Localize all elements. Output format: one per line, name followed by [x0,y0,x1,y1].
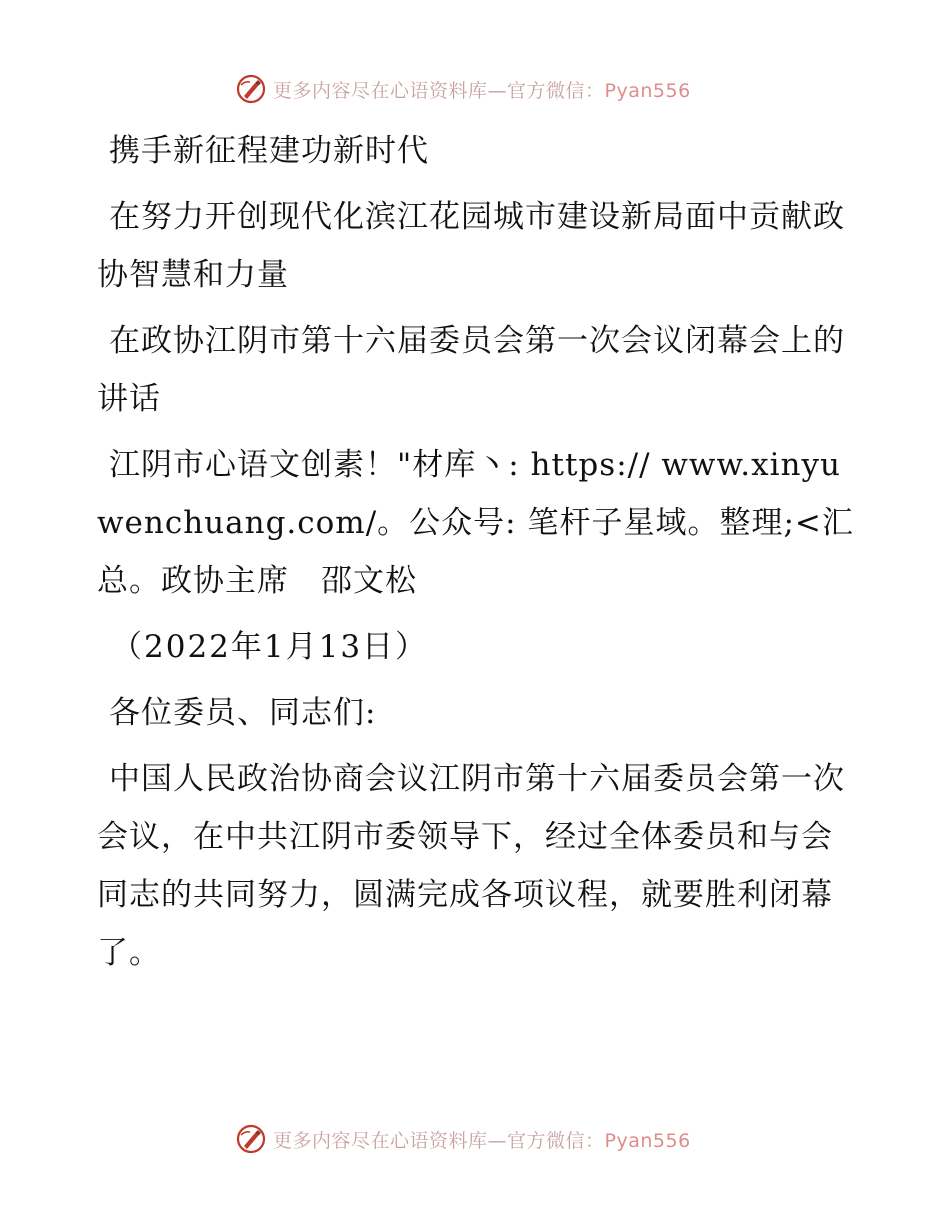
watermark-id: Pyan556 [604,79,691,102]
speech-date: （2022年1月13日） [111,629,429,665]
salutation: 各位委员、同志们: [109,695,377,731]
pen-logo-icon [235,1123,267,1155]
pen-logo-icon [235,73,267,105]
watermark-text: 更多内容尽在心语资料库—官方微信： [273,79,605,102]
watermark-banner-bottom [235,1122,715,1156]
watermark-banner-top [235,72,715,106]
document-title: 携手新征程建功新时代 [109,133,429,169]
watermark-id: Pyan556 [604,1129,691,1152]
document-body [97,122,857,990]
watermark-text: 更多内容尽在心语资料库—官方微信： [273,1129,605,1152]
body-paragraph: 中国人民政治协商会议江阴市第十六届委员会第一次会议，在中共江阴市委领导下，经过全体委员和与会同志的共同努力，圆满完成各项议程，就要胜利闭幕了。 [97,761,845,971]
source-and-author: 江阴市心语文创素！"材库丶: https:// www.xinyuwenchuang.com/。公众号: 笔杆子星域。整理;<汇总。政协主席 邵文松 [97,447,854,599]
speech-occasion: 在政协江阴市第十六届委员会第一次会议闭幕会上的讲话 [97,323,845,417]
document-subtitle: 在努力开创现代化滨江花园城市建设新局面中贡献政协智慧和力量 [97,199,845,293]
